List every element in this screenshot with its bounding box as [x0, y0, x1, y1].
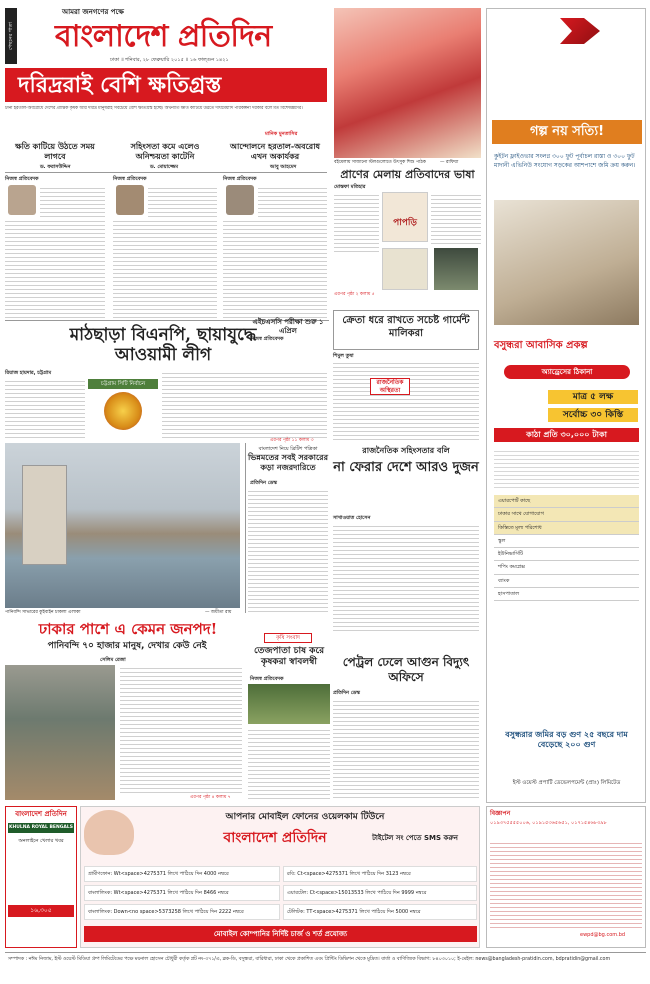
ad-sms-header-2: বাংলাদেশ প্রতিদিন — [223, 830, 327, 846]
agri-photo — [248, 684, 330, 724]
fair-photo-credit: — রাফিয়া — [440, 160, 459, 165]
contacts-text — [490, 840, 642, 930]
masthead-slogan: আমরা জনগণের পক্ষে — [62, 8, 124, 16]
fair-text-2 — [431, 192, 481, 244]
masthead-dateline: ঢাকা ॥ শনিবার, ২৮ ফেব্রুয়ারি ২০১৫ ॥ ১৬ ফাল্গুন ১৪২১ — [110, 57, 229, 63]
ad-feature: শপিং কমপ্লেক্স — [494, 561, 639, 574]
ctg-reporter: রিয়াজ হায়দার, চট্টগ্রাম — [5, 370, 52, 376]
violence-reporter: সাখাওয়াত হোসেন — [333, 515, 371, 521]
dhaka-photo-credit: — জয়ীতা রায় — [205, 610, 232, 615]
ad-sms-row-1a: গ্রামীণফোন: Wt<space>4275371 লিখে পাঠিয়ে দিন 4000 নম্বরে — [84, 866, 280, 882]
contacts-phones: ০১৯৩৭৫৫৫৫০০৬, ০১৯১৫৩৬৫৬৫১, ০১৭১৫৪৬৮৩৯৮ — [490, 820, 607, 826]
dhaka-subhead: পানিবন্দি ৭০ হাজার মানুষ, দেখার কেউ নেই — [47, 641, 207, 651]
bnp-label: বাংলাদেশ নিয়ে ব্রিটিশ পত্রিকা — [258, 446, 318, 452]
dhaka-photo-2 — [5, 665, 115, 800]
fair-caption: বইমেলায় সাজানো স্টলগুলোতে উৎসুক শিশু পাঠক — [334, 160, 426, 165]
ad-sms-row-2b: এয়ারটেল: Ct<space>15013533 লিখে পাঠিয়ে দিন 9999 নম্বরে — [283, 885, 477, 901]
ad-growth: বসুন্ধরার জমির বড় গুণ ২৫ বছরে দাম বেড়েছে ২০০ গুণ — [505, 730, 628, 749]
fair-text — [334, 192, 379, 252]
ad-company: ইস্ট ওয়েস্ট প্রপার্টি ডেভেলপমেন্ট (প্রাঃ) লিমিটেড — [512, 780, 621, 786]
agri-text — [248, 727, 330, 802]
ad-feature: কিস্তিতে মূল্য পরিশোধ — [494, 522, 639, 535]
dhaka-headline: ঢাকার পাশে এ কেমন জনপদ! — [38, 620, 218, 638]
ctg-headline-1: মাঠছাড়া বিএনপি, ছায়াযুদ্ধে — [69, 325, 257, 345]
ad-book-image — [494, 200, 639, 325]
violence-text — [333, 523, 479, 633]
ctg-tag: চট্টগ্রাম সিটি নির্বাচন — [88, 379, 158, 389]
column-text-1 — [5, 218, 105, 318]
side-tag: পেছনের পাতা — [5, 8, 17, 64]
dhaka-continued: এরপর পৃষ্ঠা ৪ কলাম ৭ — [190, 795, 231, 800]
ad-sms-header-3: টাইটেল সং পেতে SMS করুন — [372, 834, 458, 842]
ad-feature: স্কুল — [494, 535, 639, 548]
agri-headline: তেজপাতা চাষ করে কৃষকরা স্বাবলম্বী — [253, 646, 325, 668]
expert-1: ড. ফরাসউদ্দিন — [40, 164, 71, 170]
divider — [5, 172, 327, 173]
expert-2: ড. মোয়াজ্জেম — [150, 164, 179, 170]
violence-headline: না ফেরার দেশে আরও দুজন — [333, 460, 479, 475]
contacts-heading: বিজ্ঞাপন — [490, 810, 511, 817]
ad-feature: ইউনিভার্সিটি — [494, 548, 639, 561]
fire-text — [333, 698, 479, 800]
ad-feature-list — [494, 495, 639, 601]
fair-book-3 — [434, 248, 478, 290]
column-text-3b — [258, 185, 327, 217]
ad-feature: হাসপাতাল — [494, 588, 639, 601]
ad-klr-brand: বাংলাদেশ প্রতিদিন — [15, 810, 67, 818]
divider — [245, 443, 246, 613]
fair-book-title: পাপড়ি — [393, 218, 417, 228]
ad-banner: গল্প নয় সত্যি! — [492, 120, 642, 144]
lead-reporter: মানিক মুনতাসির — [265, 131, 298, 137]
portrait-2 — [116, 185, 144, 215]
violence-headline-small: রাজনৈতিক সহিংসতার বলি — [362, 446, 450, 455]
hsc-reporter: নিজস্ব প্রতিবেদক — [250, 336, 284, 342]
bnp-text — [248, 488, 328, 612]
divider — [5, 952, 646, 953]
portrait-1 — [8, 185, 36, 215]
ad-feature: ঢাকার সাথে যোগাযোগ — [494, 508, 639, 521]
column-text-3 — [223, 218, 327, 318]
portrait-3 — [226, 185, 254, 215]
ad-sms-footer: মোবাইল কোম্পানির নির্দিষ্ট চার্জ ও শর্ত প্রযোজ্য — [84, 926, 477, 942]
column-text-2b — [148, 185, 217, 217]
column-byline-3: নিজস্ব প্রতিবেদক — [223, 176, 257, 182]
bnp-reporter: প্রতিদিন ডেস্ক — [250, 480, 278, 486]
garments-reporter: শিমুল তুষা — [333, 353, 354, 359]
agri-reporter: নিজস্ব প্রতিবেদক — [250, 676, 284, 682]
ctg-text-1 — [5, 378, 85, 438]
fair-photo — [334, 8, 481, 158]
lead-intro: টানা হরতাল-অবরোধে দেশের প্রান্তিক কৃষক আর দরিদ্র মানুষরাই সবচেয়ে বেশি ক্ষতিগ্রস্ত হচ্ছে। অর্থনীতি ক্ষতি কাটিয়ে উঠতে দীর্ঘমেয়াদি পরিকল্পনা দরকার বলে মত বিশেষজ্ঞদের। — [5, 106, 303, 111]
fair-reporter: মোস্তফা মতিহার — [334, 184, 366, 190]
garments-text — [333, 360, 479, 442]
ctg-text-2 — [162, 370, 327, 438]
ad-price-1: মাত্র ৫ লক্ষ — [548, 390, 638, 404]
column-byline-1: নিজস্ব প্রতিবেদক — [5, 176, 39, 182]
imprint: সম্পাদক : নঈম নিজাম, ইস্ট ওয়েস্ট মিডিয়া গ্রুপ লিমিটেডের পক্ষে ময়নাল হোসেন চৌধুরী কর্তৃক প্লট নং-৩৭১/এ, ব্লক-ডি, বসুন্ধরা, বারিধারা, ঢাকা থেকে প্রকাশিত এবং প্রিন্টিং ডিভিশন থেকে মুদ্রিত। বার্তা ও বাণিজ্যিক বিভাগ: ৮৪০৩০১০; ই-মেইল: news@bangladesh-pratidin.com, bdpratidin@gmail.com — [8, 957, 611, 962]
fair-headline: প্রাণের মেলায় প্রতিবাদের ভাষা — [340, 168, 475, 181]
garments-inset: রাজনৈতিক অস্থিরতা — [370, 378, 410, 395]
ad-feature: ব্যাংক — [494, 575, 639, 588]
contacts-email: ewpd@bg.com.bd — [580, 932, 626, 938]
ad-sms-header-1: আপনার মোবাইল ফোনের ওয়েলকাম টিউনে — [225, 812, 385, 822]
column-byline-2: নিজস্ব প্রতিবেদক — [113, 176, 147, 182]
fair-continued: এরপর পৃষ্ঠা ২ কলাম ৫ — [334, 292, 375, 297]
ad-sms-row-3b: টেলিটক: TT<space>4275371 লিখে পাঠিয়ে দিন 5000 নম্বরে — [283, 904, 477, 920]
lead-subhead-3: আন্দোলনে হরতাল-অবরোধ এখন অকার্যকর — [229, 142, 321, 161]
column-text-2 — [113, 218, 217, 318]
dhaka-reporter: সেলিম রেজা — [100, 657, 126, 663]
ad-body: কুইটন ফ্লাইওভার সংলগ্ন ৩০০ ফুট পূর্বাচল রাস্তা ও ৩০০ ফুট মাদানী এভিনিউ সংযোগ সড়কের আশপাশে জমি ক্রয় করুন। — [494, 153, 636, 169]
lead-subhead-2: সহিংসতা কমে এলেও অনিশ্চয়তা কাটেনি — [130, 142, 200, 161]
ctg-logo — [104, 392, 142, 430]
ad-sms-row-3a: বাংলালিংক: Down<no space>5373258 লিখে পাঠিয়ে দিন 2222 নম্বরে — [84, 904, 280, 920]
expert-3: আবু আহমেদ — [270, 164, 297, 170]
ad-sms-row-2a: বাংলালিংক: Wt<space>4275371 লিখে পাঠিয়ে দিন 8466 নম্বরে — [84, 885, 280, 901]
agri-tag: কৃষি সংবাদ — [264, 633, 312, 643]
lead-headline: দরিদ্ররাই বেশি ক্ষতিগ্রস্ত — [18, 72, 222, 98]
ad-klr-count: ১৬,৩০৫ — [8, 905, 74, 917]
ad-klr-text: অনলাইনে খেলার খবর — [18, 838, 64, 844]
ad-feature: এয়ারপোর্ট কাছে — [494, 495, 639, 508]
masthead-title: বাংলাদেশ প্রতিদিন — [55, 19, 272, 54]
hsc-headline: এইচএসসি পরীক্ষা শুরু ১ এপ্রিল — [252, 318, 324, 335]
column-text-1b — [40, 185, 105, 217]
ad-tagline: অ্যাড্রেসের ঠিকানা — [504, 365, 630, 379]
ctg-continued: এরপর পৃষ্ঠা ১১ কলাম ৩ — [270, 438, 314, 443]
fair-book-2 — [382, 248, 428, 290]
fire-reporter: প্রতিদিন ডেস্ক — [333, 690, 361, 696]
ad-sms-row-1b: রবি: Ct<space>4275371 লিখে পাঠিয়ে দিন 3123 নম্বরে — [283, 866, 477, 882]
ad-price-2: সর্বোচ্চ ৩০ কিস্তি — [548, 408, 638, 422]
fair-book-cover — [382, 192, 428, 242]
ctg-headline-2: আওয়ামী লীগ — [114, 345, 212, 365]
dhaka-photo-building — [22, 465, 67, 565]
dhaka-text — [120, 665, 242, 795]
dhaka-caption: পানিবন্দি সাভারের কুইবাইন চাকলা এলাকা — [5, 610, 81, 615]
garments-headline: ক্রেতা ধরে রাখতে সচেষ্ট গার্মেন্ট মালিকরা — [342, 315, 470, 339]
lead-subhead-1: ক্ষতি কাটিয়ে উঠতে সময় লাগবে — [15, 142, 95, 161]
ad-sms-face — [84, 810, 134, 855]
bnp-headline: ভিন্নমতের সবই সরকারের কড়া নজরদারিতে — [248, 453, 328, 472]
ad-klr-badge: KHULNA ROYAL BENGALS — [8, 823, 74, 833]
fire-headline: পেট্রল ঢেলে আগুন বিদ্যুৎ অফিসে — [342, 655, 470, 684]
ad-promo: বসুন্ধরা আবাসিক প্রকল্প — [494, 340, 588, 351]
ad-desc — [494, 448, 639, 488]
ad-price-3: কাঠা প্রতি ৩০,০০০ টাকা — [494, 428, 639, 442]
